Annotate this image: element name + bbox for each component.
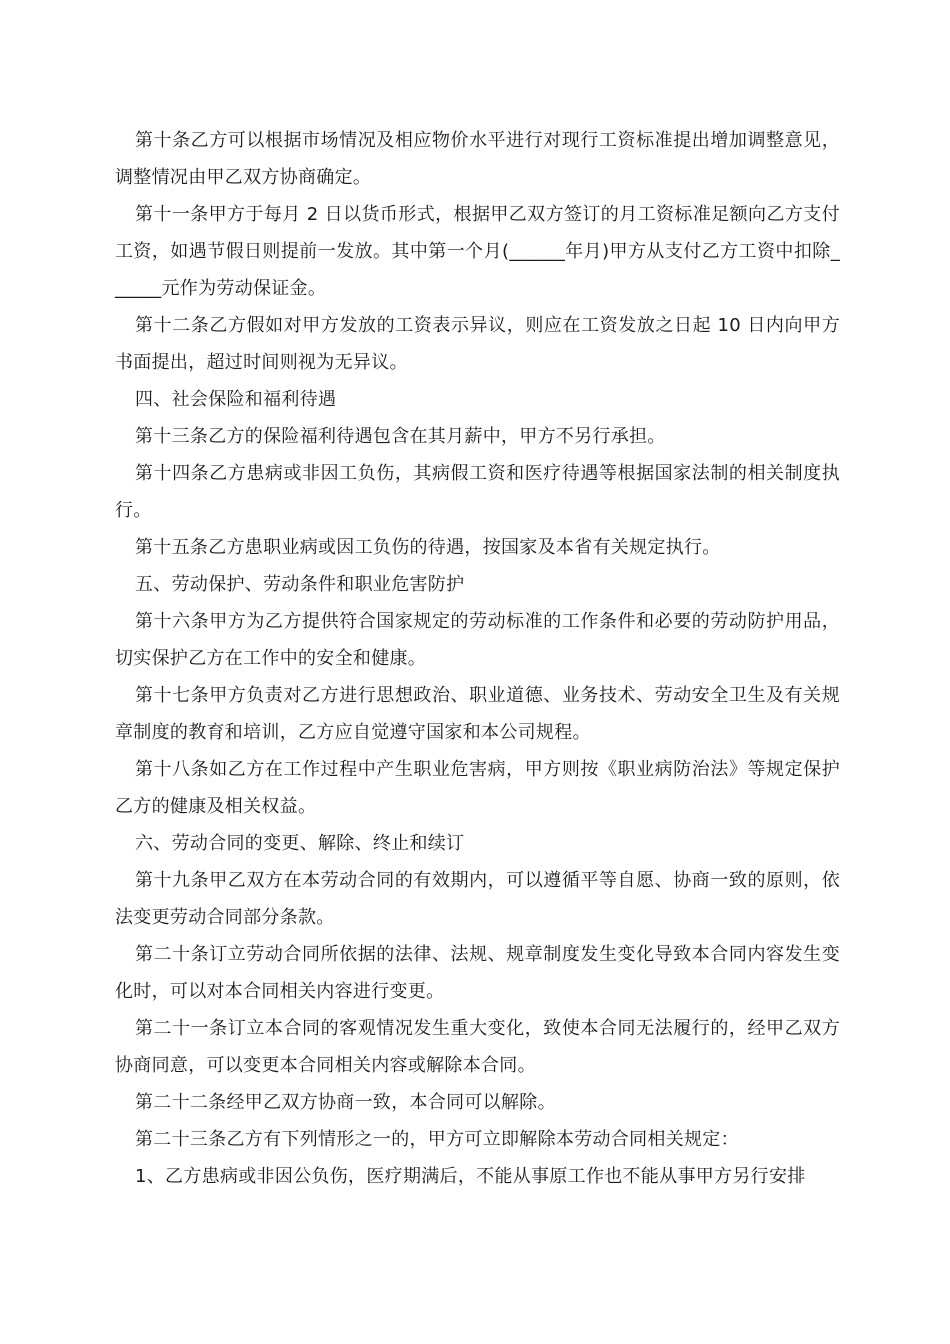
clause-23-item-1: 1、乙方患病或非因公负伤，医疗期满后，不能从事原工作也不能从事甲方另行安排 bbox=[135, 1166, 806, 1187]
clause-10: 第十条乙方可以根据市场情况及相应物价水平进行对现行工资标准提出增加调整意见，调整情况由甲乙双方协商确定。 bbox=[115, 130, 840, 188]
clause-23: 第二十三条乙方有下列情形之一的，甲方可立即解除本劳动合同相关规定： bbox=[135, 1129, 739, 1150]
clause-22: 第二十二条经甲乙双方协商一致，本合同可以解除。 bbox=[135, 1092, 556, 1113]
section-heading-labor-protection: 五、劳动保护、劳动条件和职业危害防护 bbox=[135, 574, 465, 595]
clause-16: 第十六条甲方为乙方提供符合国家规定的劳动标准的工作条件和必要的劳动防护用品，切实保护乙方在工作中的安全和健康。 bbox=[115, 611, 840, 669]
clause-14: 第十四条乙方患病或非因工负伤，其病假工资和医疗待遇等根据国家法制的相关制度执行。 bbox=[115, 463, 840, 521]
clause-18: 第十八条如乙方在工作过程中产生职业危害病，甲方则按《职业病防治法》等规定保护乙方的健康及相关权益。 bbox=[115, 759, 840, 817]
clause-20: 第二十条订立劳动合同所依据的法律、法规、规章制度发生变化导致本合同内容发生变化时，可以对本合同相关内容进行变更。 bbox=[115, 944, 840, 1002]
clause-19: 第十九条甲乙双方在本劳动合同的有效期内，可以遵循平等自愿、协商一致的原则，依法变更劳动合同部分条款。 bbox=[115, 870, 840, 928]
clause-13: 第十三条乙方的保险福利待遇包含在其月薪中，甲方不另行承担。 bbox=[135, 426, 666, 447]
clause-11: 第十一条甲方于每月 2 日以货币形式，根据甲乙双方签订的月工资标准足额向乙方支付工资，如遇节假日则提前一发放。其中第一个月(______年月)甲方从支付乙方工资中扣除______元作为劳动保证金。 bbox=[115, 204, 840, 299]
section-heading-social-insurance: 四、社会保险和福利待遇 bbox=[135, 389, 337, 410]
document-body bbox=[115, 122, 840, 1195]
clause-21: 第二十一条订立本合同的客观情况发生重大变化，致使本合同无法履行的，经甲乙双方协商同意，可以变更本合同相关内容或解除本合同。 bbox=[115, 1018, 840, 1076]
clause-15: 第十五条乙方患职业病或因工负伤的待遇，按国家及本省有关规定执行。 bbox=[135, 537, 721, 558]
section-heading-contract-changes: 六、劳动合同的变更、解除、终止和续订 bbox=[135, 833, 465, 854]
clause-12: 第十二条乙方假如对甲方发放的工资表示异议，则应在工资发放之日起 10 日内向甲方书面提出，超过时间则视为无异议。 bbox=[115, 315, 840, 373]
clause-17: 第十七条甲方负责对乙方进行思想政治、职业道德、业务技术、劳动安全卫生及有关规章制度的教育和培训，乙方应自觉遵守国家和本公司规程。 bbox=[115, 685, 840, 743]
